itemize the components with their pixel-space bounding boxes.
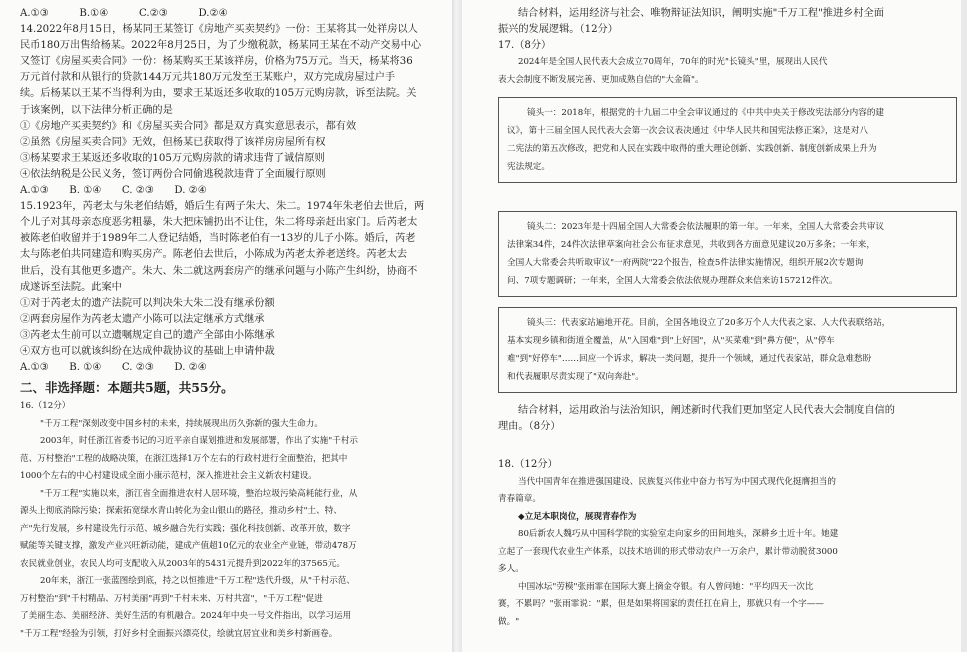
text-line: 和代表履职尽责实现了"双向奔赴"。 <box>507 372 644 383</box>
q18-subheading: ◆立足本职岗位，展现青春作为 <box>518 511 637 522</box>
text-line: 80后新农人魏巧从中国科学院的实验室走向家乡的田间地头，深耕乡土近十年。她建 <box>518 529 839 540</box>
lens-three-box <box>498 307 957 393</box>
q18-material <box>498 474 957 509</box>
text-line: 做。" <box>498 616 520 627</box>
text-line: 民币180万出售给杨某。2022年8月25日，为了少缴税款，杨某同王某在不动产交易中心 <box>20 40 421 52</box>
text-line: 14.2022年8月15日，杨某同王某签订《房地产买卖契约》一份：王某将其一处祥房以人 <box>20 24 418 36</box>
lens-one-box <box>498 97 957 183</box>
q18-label: 18.（12分） <box>498 459 558 471</box>
text-line: ①《房地产买卖契约》和《房屋买卖合同》都是双方真实意思表示，都有效 <box>20 120 357 132</box>
q16-task <box>498 6 957 38</box>
text-line: A.①③ B. ①④ C. ②③ D. ②④ <box>20 362 207 374</box>
text-line: 太与陈老伯共同建造和购买房产。陈老伯去世后，小陈成为芮老太养老送终。芮老太去 <box>20 249 408 261</box>
text-line: 范、万村整治"工程的战略决策，在浙江选择1万个左右的行政村进行全面整治，把其中 <box>20 453 348 464</box>
text-line: 1000个左右的中心村建设成全面小康示范村，深入推进社会主义新农村建设。 <box>20 471 317 482</box>
text-line: 议》，第十三届全国人民代表大会第一次会议表决通过《中华人民共和国宪法修正案》，这是对八 <box>507 126 868 137</box>
text-line: "千万工程"经验为引领，打好乡村全面振兴漂亮仗，绘就宜居宜业和美乡村新画卷。 <box>20 628 338 639</box>
text-line: A.①③ B. ①④ C. ②③ D. ②④ <box>20 185 207 197</box>
text-line: 镜头二：2023年是十四届全国人大常委会依法履职的第一年。一年来，全国人大常委会共审议 <box>527 222 885 233</box>
text-line: 宪法规定。 <box>507 162 550 173</box>
text-line: 镜头一：2018年，根据党的十九届二中全会审议通过的《中共中央关于修改宪法部分内容的建 <box>527 108 885 119</box>
text-line: ④依法纳税是公民义务，签订两份合同偷逃税款违背了全面履行原则 <box>20 168 326 180</box>
text-line: 赛，不累吗？"张雨霏说："累，但是如果将国家的责任扛在肩上，那就只有一个字—— <box>498 599 824 610</box>
section-heading: 二、非选择题：本题共5题，共55分。 <box>20 380 234 396</box>
spacer <box>498 193 957 203</box>
text-line: 基本实现乡镇和街道全覆盖，从"入国难"到"上好国"，从"买菜难"到"鼻方便"，从"停车 <box>507 336 835 347</box>
text-line: 世后，没有其他更多遗产。朱大、朱二就这两套房产的继承问题与小陈产生纠纷，协商不 <box>20 265 418 277</box>
lens-two-box <box>498 211 957 297</box>
text-line: 当代中国青年在推进强国建设、民族复兴伟业中奋力书写为中国式现代化挺膺担当的 <box>518 476 836 487</box>
text-line: 2024年是全国人民代表大会成立70周年，70年的时光"长镜头"里，展现出人民代 <box>518 57 828 68</box>
text-line: "千万工程"深刻改变中国乡村的未来，持续展现出历久弥新的强大生命力。 <box>40 418 323 429</box>
text-line: 多人。 <box>498 564 524 575</box>
text-line: 于该案例，以下法律分析正确的是 <box>20 104 173 116</box>
text-line: ①对于芮老太的遗产法院可以判决朱大朱二没有继承份额 <box>20 297 275 309</box>
text-line: 二宪法的第五次修改，把党和人民在实践中取得的重大理论创新、实践创新、制度创新成果上升为 <box>507 144 877 155</box>
text-line: ③杨某要求王某返还多收取的105万元购房款的请求违背了诚信原则 <box>20 152 325 164</box>
text-line: 20年来，浙江一张蓝图绘到底，持之以恒推进"千万工程"迭代升级，从"千村示范、 <box>40 576 355 587</box>
text-line: 全国人大常委会共听取审议"一府两院"22个报告，检查5件法律实施情况，组织开展2次专题询 <box>507 258 864 269</box>
text-line: 立起了一套现代农业生产体系，以技术培训的形式带动农户一万余户，累计带动脱贫3000 <box>498 546 838 557</box>
text-line: 产"先行发展，乡村建设先行示范、城乡融合先行实践；强化科技创新、改革开放，数字 <box>20 523 351 534</box>
text-line: 理由。（8分） <box>498 421 561 433</box>
text-line: 赋能等关键支撑，激发产业兴旺新动能，建成产值超10亿元的农业全产业链，带动478万 <box>20 541 357 552</box>
text-line: 结合材料，运用经济与社会、唯物辩证法知识，阐明实施"千万工程"推进乡村全面 <box>518 8 884 19</box>
text-line: 15.1923年，芮老太与朱老伯结婚，婚后生有两子朱大、朱二。1974年朱老伯去世后，两 <box>20 201 425 213</box>
text-line: 问、7项专题调研；一年来，全国人大常委会依法依规办理群众来信来访157212件次。 <box>507 276 838 287</box>
text-line: ②虽然《房屋买卖合同》无效，但杨某已获取得了该祥房房屋所有权 <box>20 136 326 148</box>
text-line: 个儿子对其母亲态度恶劣粗暴，朱大把床铺扔出不让住，朱二将母亲赶出家门。后芮老太 <box>20 217 418 229</box>
text-line: 青春篇章。 <box>498 494 541 505</box>
page-gutter <box>452 0 462 652</box>
q16-material <box>20 416 444 644</box>
q17-label: 17.（8分） <box>498 40 552 52</box>
text-line: 难"到"好停车"……回应一个诉求，解决一类问题，提升一个领域，通过代表家站，群众急难愁盼 <box>507 354 872 365</box>
text-line: 镜头三：代表家站遍地开花。目前，全国各地设立了20多万个人大代表之家、人大代表联络站， <box>527 318 891 329</box>
right-page <box>462 0 967 652</box>
text-line: A.①③ B.①④ C.②③ D.②④ <box>20 8 228 19</box>
text-line: 2003年，时任浙江省委书记的习近平亲自谋划推进和发展部署，作出了实施"千村示 <box>40 436 359 447</box>
text-line: 万元首付款和从银行的贷款144万元共180万元发至王某账户，双方完成房屋过户手 <box>20 72 396 84</box>
text-line: 源头上彻底消除污染；探索拓宽绿水青山转化为金山银山的路径，推动乡村"土、特、 <box>20 506 342 517</box>
text-line: 被陈老伯收留并于1989年二人登记结婚，当时陈老伯有一13岁的儿子小陈。婚后，芮老 <box>20 233 416 245</box>
left-questions-block <box>20 6 444 376</box>
text-line: 中国冰坛"劳模"张雨霏在国际大赛上摘金夺银。有人曾问她："平均四天一次比 <box>518 581 814 592</box>
spacer <box>498 435 957 457</box>
text-line: 结合材料，运用政治与法治知识，阐述新时代我们更加坚定人民代表大会制度自信的 <box>518 405 895 417</box>
q17-task <box>498 403 957 435</box>
q16-label: 16.（12分） <box>20 401 71 412</box>
text-line: 了美丽生态、美丽经济、美好生活的有机融合。2024年中央一号文件指出，以学习运用 <box>20 611 352 622</box>
text-line: ②两套房屋作为芮老太遗产小陈可以法定继承方式继承 <box>20 313 265 325</box>
left-page <box>0 0 452 652</box>
text-line: "千万工程"实施以来，浙江省全面推进农村人居环境，整治垃圾污染高耗能行业，从 <box>40 488 358 499</box>
text-line: 续。后杨某以王某不当得利为由，要求王某返还多收取的105万元购房款，诉至法院。关 <box>20 88 417 100</box>
text-line: ③芮老太生前可以立遗嘱规定自己的遗产全部由小陈继承 <box>20 329 275 341</box>
page-edge <box>961 0 967 652</box>
text-line: 万村整治"到"千村精品、万村美丽"再到"千村未来、万村共富"，"千万工程"促进 <box>20 593 323 604</box>
q18-more-material <box>498 526 957 631</box>
text-line: 成遂诉至法院。此案中 <box>20 281 122 293</box>
text-line: 农民就业创业，农民人均可支配收入从2003年的5431元提升到2022年的37565元。 <box>20 558 345 569</box>
text-line: 法律案34件，24件次法律草案向社会公布征求意见，共收到各方面意见建议20万多条；一年来， <box>507 240 875 251</box>
q17-material <box>498 54 957 89</box>
text-line: 振兴的发展逻辑。（12分） <box>498 24 618 36</box>
text-line: ④双方也可以就该纠纷在达成仲裁协议的基础上申请仲裁 <box>20 345 275 357</box>
text-line: 表大会制度不断发展完善、更加成熟自信的"大金篇"。 <box>498 74 704 85</box>
text-line: 又签订《房屋买卖合同》一份：杨某购买王某该祥房，价格为75万元。当天，杨某将36 <box>20 56 413 68</box>
